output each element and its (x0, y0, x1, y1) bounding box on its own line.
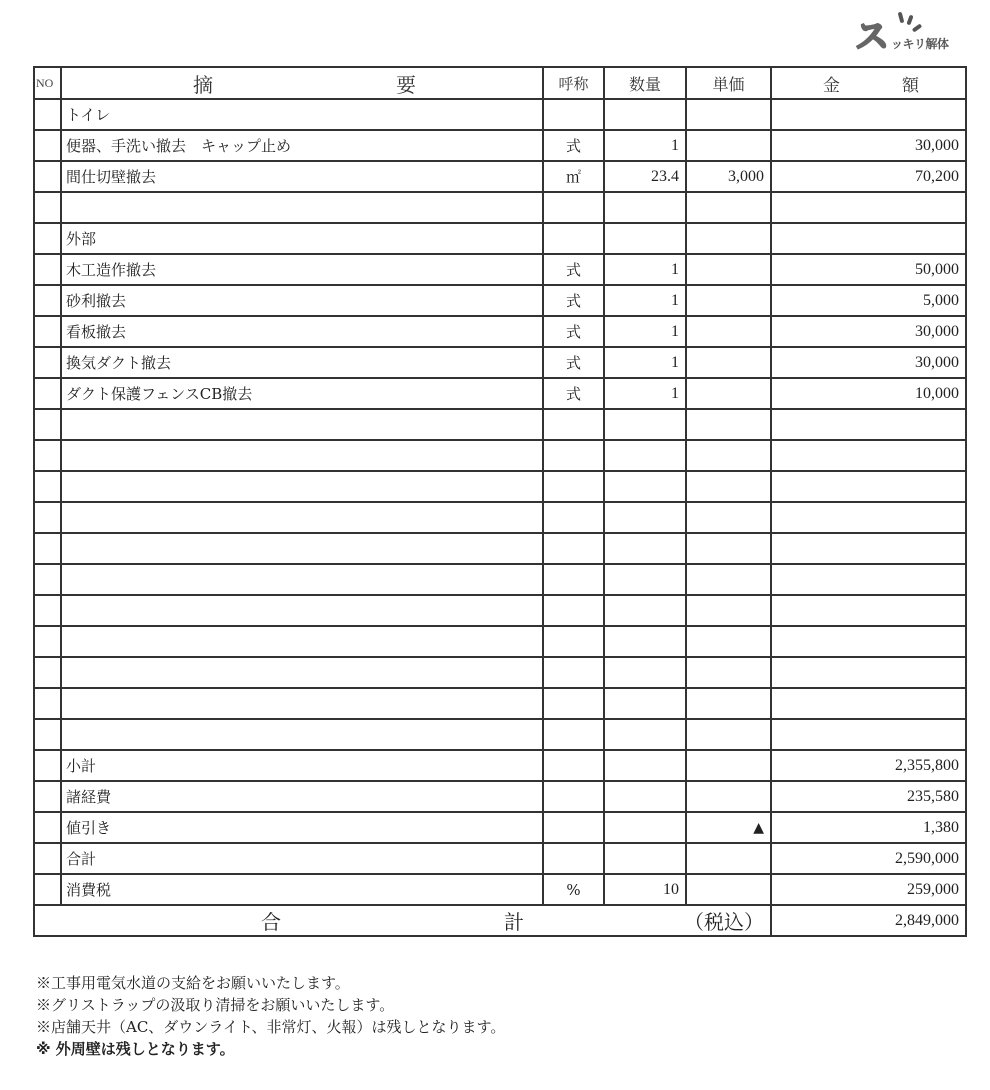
table-header-row (34, 67, 966, 99)
table-row (34, 192, 966, 223)
row-description (61, 564, 543, 595)
row-unit: 式 (543, 347, 604, 378)
grand-total-char-2: 計 (504, 910, 524, 934)
table-row (34, 223, 966, 254)
row-unit (543, 812, 604, 843)
row-unit-price (686, 192, 771, 223)
row-unit (543, 471, 604, 502)
row-amount: 50,000 (771, 254, 966, 285)
row-description (61, 440, 543, 471)
table-row (34, 347, 966, 378)
row-quantity: 1 (604, 254, 686, 285)
estimate-table (33, 66, 967, 937)
row-quantity (604, 595, 686, 626)
row-unit-price (686, 533, 771, 564)
row-amount (771, 626, 966, 657)
table-row (34, 626, 966, 657)
table-row (34, 812, 966, 843)
row-description (61, 657, 543, 688)
row-unit-price (686, 254, 771, 285)
row-quantity: 1 (604, 285, 686, 316)
row-amount (771, 657, 966, 688)
row-unit-price (686, 347, 771, 378)
row-no (34, 471, 61, 502)
table-row (34, 440, 966, 471)
row-unit (543, 502, 604, 533)
row-description (61, 471, 543, 502)
row-unit: % (543, 874, 604, 905)
row-description: 合計 (61, 843, 543, 874)
header-description-char-1: 摘 (193, 72, 213, 97)
row-quantity (604, 440, 686, 471)
row-unit: 式 (543, 130, 604, 161)
table-row (34, 285, 966, 316)
row-unit-price (686, 316, 771, 347)
table-row (34, 533, 966, 564)
row-no (34, 99, 61, 130)
row-quantity: 1 (604, 316, 686, 347)
row-quantity: 10 (604, 874, 686, 905)
row-description: 看板撤去 (61, 316, 543, 347)
header-unit-price: 単価 (686, 67, 771, 99)
row-quantity (604, 719, 686, 750)
row-unit (543, 719, 604, 750)
row-unit (543, 192, 604, 223)
table-row (34, 130, 966, 161)
row-unit-price (686, 223, 771, 254)
grand-total-label (34, 905, 771, 936)
row-unit-price (686, 99, 771, 130)
row-description (61, 533, 543, 564)
row-no (34, 192, 61, 223)
table-row (34, 750, 966, 781)
row-description: 諸経費 (61, 781, 543, 812)
logo-mark: ス (855, 17, 889, 57)
row-no (34, 812, 61, 843)
row-unit-price (686, 874, 771, 905)
row-amount (771, 564, 966, 595)
row-no (34, 657, 61, 688)
logo-ray-icon (898, 12, 905, 24)
table-row (34, 657, 966, 688)
row-amount: 2,590,000 (771, 843, 966, 874)
row-quantity: 23.4 (604, 161, 686, 192)
row-unit-price (686, 781, 771, 812)
row-description (61, 409, 543, 440)
row-unit-price (686, 750, 771, 781)
row-quantity (604, 812, 686, 843)
row-no (34, 750, 61, 781)
row-unit (543, 440, 604, 471)
row-unit-price (686, 626, 771, 657)
row-quantity (604, 502, 686, 533)
row-amount (771, 192, 966, 223)
table-row (34, 161, 966, 192)
grand-total-tax-included: （税込） (684, 910, 764, 934)
row-no (34, 409, 61, 440)
row-amount: 259,000 (771, 874, 966, 905)
row-no (34, 719, 61, 750)
row-quantity (604, 688, 686, 719)
grand-total-row (34, 905, 966, 936)
table-row (34, 688, 966, 719)
row-no (34, 316, 61, 347)
header-description (61, 67, 543, 99)
row-description (61, 719, 543, 750)
row-quantity: 1 (604, 130, 686, 161)
row-unit-price (686, 409, 771, 440)
row-unit-price (686, 440, 771, 471)
row-amount: 30,000 (771, 130, 966, 161)
header-amount-char-2: 額 (902, 75, 919, 96)
logo-ray-icon (906, 15, 913, 26)
row-amount (771, 533, 966, 564)
row-unit (543, 626, 604, 657)
row-amount (771, 409, 966, 440)
row-quantity (604, 781, 686, 812)
note-4: ※ 外周壁は残しとなります。 (36, 1040, 235, 1058)
row-unit-price: ▲ (686, 812, 771, 843)
table-row (34, 378, 966, 409)
row-unit-price (686, 564, 771, 595)
grand-total-amount: 2,849,000 (771, 905, 966, 936)
row-quantity (604, 99, 686, 130)
row-no (34, 502, 61, 533)
row-unit-price (686, 502, 771, 533)
row-amount: 5,000 (771, 285, 966, 316)
header-quantity: 数量 (604, 67, 686, 99)
header-no: NO (34, 67, 61, 99)
row-unit-price (686, 378, 771, 409)
table-row (34, 719, 966, 750)
row-amount (771, 223, 966, 254)
row-quantity (604, 843, 686, 874)
row-description (61, 502, 543, 533)
row-description: 便器、手洗い撤去 キャップ止め (61, 130, 543, 161)
row-amount: 1,380 (771, 812, 966, 843)
row-unit (543, 781, 604, 812)
table-row (34, 471, 966, 502)
row-quantity: 1 (604, 347, 686, 378)
row-description: 間仕切壁撤去 (61, 161, 543, 192)
row-quantity (604, 409, 686, 440)
row-unit (543, 223, 604, 254)
row-no (34, 843, 61, 874)
row-unit (543, 99, 604, 130)
row-description: 砂利撤去 (61, 285, 543, 316)
row-quantity (604, 750, 686, 781)
row-unit-price (686, 688, 771, 719)
row-no (34, 161, 61, 192)
row-unit (543, 843, 604, 874)
row-unit: 式 (543, 285, 604, 316)
row-unit: 式 (543, 254, 604, 285)
row-no (34, 130, 61, 161)
row-unit: 式 (543, 378, 604, 409)
row-no (34, 347, 61, 378)
row-amount (771, 688, 966, 719)
row-quantity (604, 533, 686, 564)
notes (36, 972, 505, 1060)
note-2: ※グリストラップの汲取り清掃をお願いいたします。 (36, 996, 395, 1014)
row-amount: 30,000 (771, 316, 966, 347)
row-description: トイレ (61, 99, 543, 130)
row-no (34, 533, 61, 564)
row-description (61, 192, 543, 223)
row-no (34, 378, 61, 409)
row-unit-price (686, 285, 771, 316)
row-description (61, 688, 543, 719)
row-quantity (604, 657, 686, 688)
row-unit: 式 (543, 316, 604, 347)
row-no (34, 223, 61, 254)
logo-text: ッキリ解体 (891, 37, 949, 51)
row-unit-price (686, 471, 771, 502)
row-description: 換気ダクト撤去 (61, 347, 543, 378)
row-no (34, 254, 61, 285)
row-unit (543, 533, 604, 564)
logo-ray-icon (912, 23, 922, 32)
row-no (34, 595, 61, 626)
row-description: 小計 (61, 750, 543, 781)
row-description: 値引き (61, 812, 543, 843)
row-unit-price (686, 657, 771, 688)
note-3: ※店舗天井（AC、ダウンライト、非常灯、火報）は残しとなります。 (36, 1018, 506, 1036)
row-amount (771, 595, 966, 626)
header-amount (771, 67, 966, 99)
table-row (34, 781, 966, 812)
row-unit (543, 657, 604, 688)
row-no (34, 285, 61, 316)
row-description: 木工造作撤去 (61, 254, 543, 285)
row-description (61, 626, 543, 657)
row-no (34, 874, 61, 905)
row-no (34, 688, 61, 719)
row-amount (771, 99, 966, 130)
row-amount (771, 719, 966, 750)
row-unit-price (686, 595, 771, 626)
table-row (34, 874, 966, 905)
row-unit-price (686, 130, 771, 161)
header-amount-char-1: 金 (823, 75, 840, 96)
estimate-sheet (33, 66, 965, 937)
row-unit-price (686, 843, 771, 874)
row-unit-price (686, 719, 771, 750)
row-description: 消費税 (61, 874, 543, 905)
row-unit (543, 750, 604, 781)
table-row (34, 843, 966, 874)
row-description: 外部 (61, 223, 543, 254)
table-row (34, 254, 966, 285)
row-unit (543, 688, 604, 719)
grand-total-char-1: 合 (261, 910, 281, 934)
row-unit (543, 409, 604, 440)
row-no (34, 440, 61, 471)
row-description: ダクト保護フェンスCB撤去 (61, 378, 543, 409)
row-quantity: 1 (604, 378, 686, 409)
row-quantity (604, 626, 686, 657)
row-unit: ㎡ (543, 161, 604, 192)
company-logo (855, 10, 985, 55)
table-row (34, 409, 966, 440)
note-1: ※工事用電気水道の支給をお願いいたします。 (36, 974, 350, 992)
table-row (34, 502, 966, 533)
row-no (34, 781, 61, 812)
row-unit (543, 595, 604, 626)
row-amount (771, 502, 966, 533)
header-description-char-2: 要 (396, 72, 416, 97)
row-quantity (604, 471, 686, 502)
row-amount (771, 440, 966, 471)
row-description (61, 595, 543, 626)
row-amount (771, 471, 966, 502)
row-amount: 235,580 (771, 781, 966, 812)
row-quantity (604, 564, 686, 595)
table-row (34, 316, 966, 347)
row-amount: 10,000 (771, 378, 966, 409)
row-amount: 30,000 (771, 347, 966, 378)
row-quantity (604, 223, 686, 254)
table-row (34, 595, 966, 626)
header-unit: 呼称 (543, 67, 604, 99)
row-amount: 2,355,800 (771, 750, 966, 781)
row-no (34, 626, 61, 657)
table-row (34, 564, 966, 595)
row-unit (543, 564, 604, 595)
row-no (34, 564, 61, 595)
row-unit-price: 3,000 (686, 161, 771, 192)
table-row (34, 99, 966, 130)
row-quantity (604, 192, 686, 223)
row-amount: 70,200 (771, 161, 966, 192)
